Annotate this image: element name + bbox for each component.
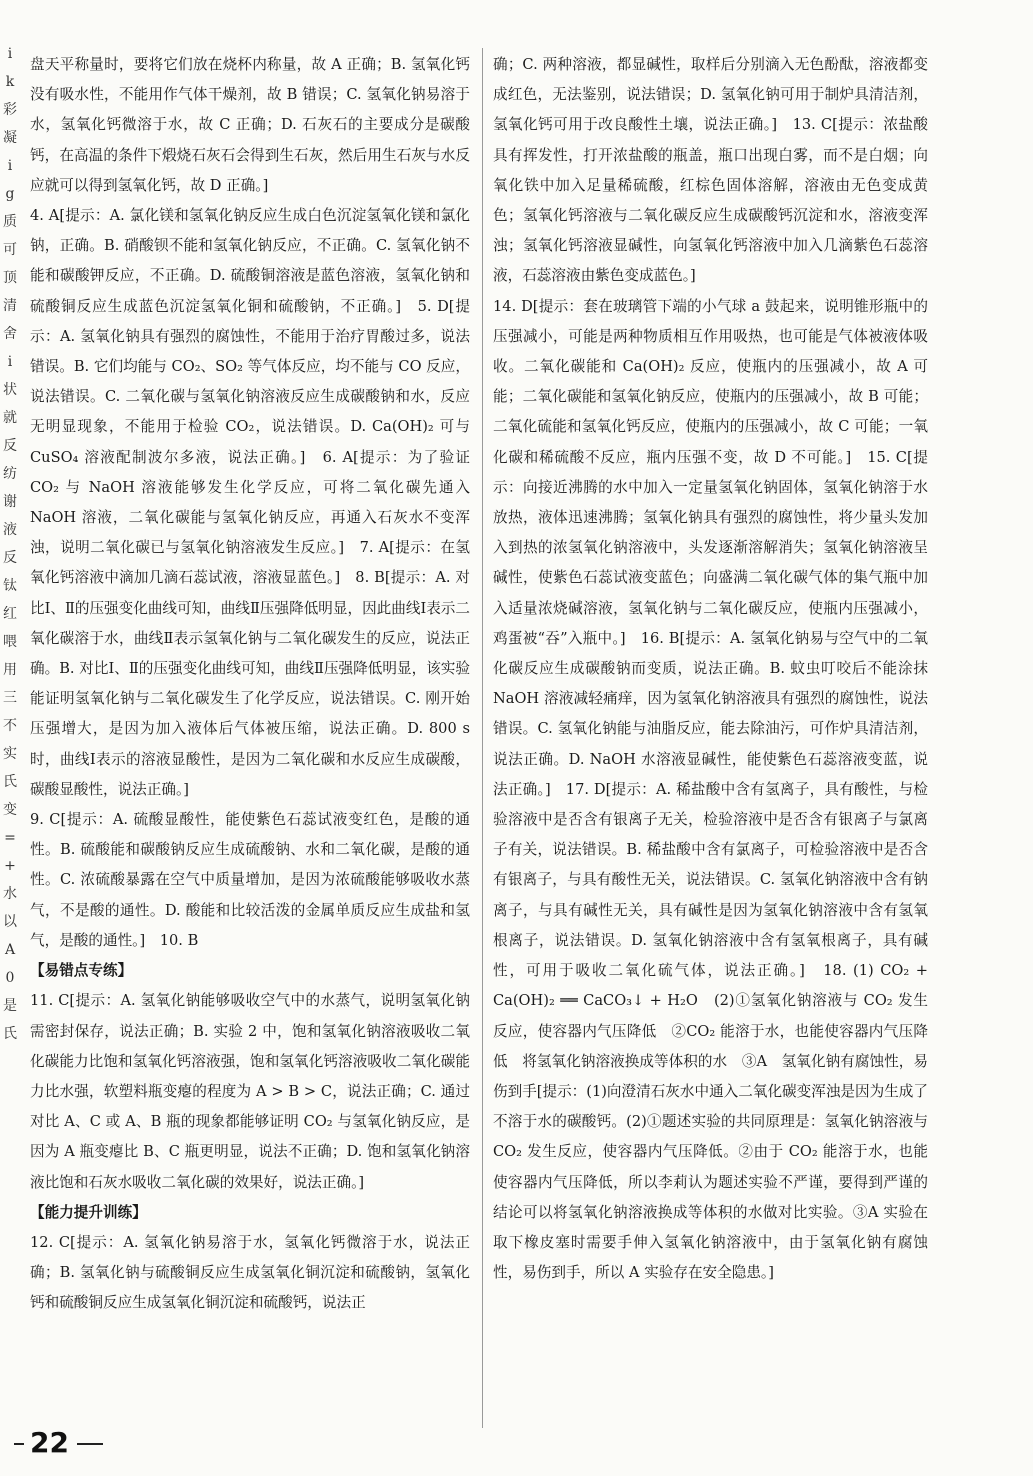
gutter-fragment: A — [4, 942, 16, 958]
gutter-fragment: 谢 — [3, 494, 17, 510]
section-heading: 【能力提升训练】 — [30, 1203, 147, 1221]
gutter-fragment: 反 — [3, 438, 17, 454]
gutter-fragment: k — [5, 74, 15, 90]
answer-paragraph: 11. C[提示：A. 氢氧化钠能够吸收空气中的水蒸气，说明氢氧化钠需密封保存，说法正确；B. 实验 2 中，饱和氢氧化钠溶液吸收二氧化碳能力比饱和氢氧化钙溶液强，饱和氢氧化钙溶液吸收二氧化碳能力比水强，软塑料瓶变瘪的程度为 A > B > C，说法正确；C. 通过对比 A、C 或 A、B 瓶的现象都能够证明 CO₂ 与氢氧化钠反应，是因为 A 瓶变瘪比 B、C 瓶更明显，说法不正确；D. 饱和氢氧化钠溶液比饱和石灰水吸收二氧化碳的效果好，说法正确。] — [30, 992, 470, 1191]
gutter-fragment: 状 — [3, 382, 17, 398]
answer-paragraph: 12. C[提示：A. 氢氧化钠易溶于水，氢氧化钙微溶于水，说法正确；B. 氢氧化钠与硫酸铜反应生成氢氧化铜沉淀和硫酸钠，氢氧化钙和硫酸铜反应生成氢氧化铜沉淀和硫酸钙，说法正 — [30, 1233, 470, 1312]
gutter-fragment: 就 — [3, 410, 17, 426]
gutter-fragment: 氏 — [3, 1026, 17, 1042]
gutter-fragment: 纺 — [3, 466, 17, 482]
gutter-fragment: 液 — [3, 522, 17, 538]
gutter-fragment: 变 — [3, 802, 17, 818]
gutter-fragment: 水 — [3, 886, 17, 902]
answer-paragraph: 4. A[提示：A. 氯化镁和氢氧化钠反应生成白色沉淀氢氧化镁和氯化钠，正确。B. 硝酸钡不能和氢氧化钠反应，不正确。C. 氢氧化钠不能和碳酸钾反应，不正确。D. 硫酸铜溶液是蓝色溶液，氢氧化钠和硫酸铜反应生成蓝色沉淀氢氧化铜和硫酸钠，不正确。] 5. D[提示：A. 氢氧化钠具有强烈的腐蚀性，不能用于治疗胃酸过多，说法错误。B. 它们均能与 CO₂、SO₂ 等气体反应，均不能与 CO 反应，说法错误。C. 二氧化碳与氢氧化钠溶液反应生成碳酸钠和水，反应无明显现象，不能用于检验 CO₂，说法错误。D. Ca(OH)₂ 可与 CuSO₄ 溶液配制波尔多液，说法正确。] 6. A[提示：为了验证 CO₂ 与 NaOH 溶液能够发生化学反应，可将二氧化碳先通入 NaOH 溶液，二氧化碳能与氢氧化钠反应，再通入石灰水不变浑浊，说明二氧化碳已与氢氧化钠溶液发生反应。] 7. A[提示：在氢氧化钙溶液中滴加几滴石蕊试液，溶液显蓝色。] 8. B[提示：A. 对比Ⅰ、Ⅱ的压强变化曲线可知，曲线Ⅱ压强降低明显，因此曲线Ⅰ表示二氧化碳溶于水，曲线Ⅱ表示氢氧化钠与二氧化碳发生的反应，说法正确。B. 对比Ⅰ、Ⅱ的压强变化曲线可知，曲线Ⅱ压强降低明显，该实验能证明氢氧化钠与二氧化碳发生了化学反应，说法错误。C. 刚开始压强增大，是因为加入液体后气体被压缩，说法正确。D. 800 s 时，曲线Ⅰ表示的溶液显酸性，是因为二氧化碳和水反应生成碳酸，碳酸显酸性，说法正确。] — [30, 207, 470, 798]
gutter-fragment: 实 — [3, 746, 17, 762]
gutter-fragment: 是 — [3, 998, 17, 1014]
gutter-fragment: 可 — [3, 242, 17, 258]
left-column — [30, 50, 470, 1319]
gutter-fragment: 反 — [3, 550, 17, 566]
gutter-fragment: 0 — [5, 970, 15, 986]
gutter-fragment: 不 — [3, 718, 17, 734]
right-column — [493, 50, 928, 1288]
gutter-fragment: 用 — [3, 662, 17, 678]
gutter-fragment: 红 — [3, 606, 17, 622]
gutter-fragment: 清 — [3, 298, 17, 314]
gutter-fragment: 以 — [3, 914, 17, 930]
answer-paragraph: 9. C[提示：A. 硫酸显酸性，能使紫色石蕊试液变红色，是酸的通性。B. 硫酸能和碳酸钠反应生成硫酸钠、水和二氧化碳，是酸的通性。C. 浓硫酸暴露在空气中质量增加，是因为浓硫酸能够吸收水蒸气，不是酸的通性。D. 酸能和比较活泼的金属单质反应生成盐和氢气，是酸的通性。] 10. B — [30, 811, 470, 949]
gutter-fragment: 彩 — [3, 102, 17, 118]
gutter-fragment: 顶 — [3, 270, 17, 286]
gutter-fragment: 三 — [3, 690, 17, 706]
left-gutter-fragments — [0, 40, 20, 1420]
gutter-fragment: = — [4, 830, 16, 846]
page-number: 22 — [14, 1426, 103, 1459]
column-divider — [482, 48, 483, 1428]
gutter-fragment: g — [5, 186, 15, 202]
gutter-fragment: 质 — [3, 214, 17, 230]
answer-paragraph: 14. D[提示：套在玻璃管下端的小气球 a 鼓起来，说明锥形瓶中的压强减小，可能是两种物质相互作用吸热，也可能是气体被液体吸收。二氧化碳能和 Ca(OH)₂ 反应，使瓶内的压强减小，故 A 可能；二氧化碳能和氢氧化钠反应，使瓶内的压强减小，故 B 可能；二氧化硫能和氢氧化钙反应，使瓶内的压强减小，故 C 可能；一氧化碳和稀硫酸不反应，瓶内压强不变，故 D 不可能。] 15. C[提示：向接近沸腾的水中加入一定量氢氧化钠固体，氢氧化钠溶于水放热，液体迅速沸腾；氢氧化钠具有强烈的腐蚀性，将少量头发加入到热的浓氢氧化钠溶液中，头发逐渐溶解消失；氢氧化钠溶液呈碱性，使紫色石蕊试液变蓝色；向盛满二氧化碳气体的集气瓶中加入适量浓烧碱溶液，氢氧化钠与二氧化碳反应，使瓶内压强减小，鸡蛋被“吞”入瓶中。] 16. B[提示：A. 氢氧化钠易与空气中的二氧化碳反应生成碳酸钠而变质，说法正确。B. 蚊虫叮咬后不能涂抹 NaOH 溶液减轻痛痒，因为氢氧化钠溶液具有强烈的腐蚀性，说法错误。C. 氢氧化钠能与油脂反应，能去除油污，可作炉具清洁剂，说法正确。D. NaOH 水溶液显碱性，能使紫色石蕊溶液变蓝，说法正确。] 17. D[提示：A. 稀盐酸中含有氢离子，具有酸性，与检验溶液中是否含有银离子无关，检验溶液中是否含有银离子与氯离子有关，说法错误。B. 稀盐酸中含有氯离子，可检验溶液中是否含有银离子，与具有酸性无关，说法错误。C. 氢氧化钠溶液中含有钠离子，与具有碱性无关，具有碱性是因为氢氧化钠溶液中含有氢氧根离子，说法错误。D. 氢氧化钠溶液中含有氢氧根离子，具有碱性，可用于吸收二氧化硫气体，说法正确。] 18. (1) CO₂ + Ca(OH)₂ ══ CaCO₃↓ + H₂O (2)①氢氧化钠溶液与 CO₂ 发生反应，使容器内气压降低 ②CO₂ 能溶于水，也能使容器内气压降低 将氢氧化钠溶液换成等体积的水 ③A 氢氧化钠有腐蚀性，易伤到手[提示：(1)向澄清石灰水中通入二氧化碳变浑浊是因为生成了不溶于水的碳酸钙。(2)①题述实验的共同原理是：氢氧化钠溶液与 CO₂ 发生反应，使容器内气压降低。②由于 CO₂ 能溶于水，也能使容器内气压降低，所以李莉认为题述实验不严谨，要得到严谨的结论可以将氢氧化钠溶液换成等体积的水做对比实验。③A 实验在取下橡皮塞时需要手伸入氢氧化钠溶液中，由于氢氧化钠有腐蚀性，易伤到手，所以 A 实验存在安全隐患。] — [493, 297, 928, 1282]
gutter-fragment: 凝 — [3, 130, 17, 146]
gutter-fragment: 钛 — [3, 578, 17, 594]
gutter-fragment: 喂 — [3, 634, 17, 650]
gutter-fragment: i — [7, 354, 13, 370]
answer-paragraph: 盘天平称量时，要将它们放在烧杯内称量，故 A 正确；B. 氢氧化钙没有吸水性，不能用作气体干燥剂，故 B 错误；C. 氢氧化钠易溶于水，氢氧化钙微溶于水，故 C 正确；D. 石灰石的主要成分是碳酸钙，在高温的条件下煅烧石灰石会得到生石灰，然后用生石灰与水反应就可以得到氢氧化钙，故 D 正确。] — [30, 56, 470, 194]
gutter-fragment: 氏 — [3, 774, 17, 790]
gutter-fragment: i — [7, 46, 13, 62]
section-heading: 【易错点专练】 — [30, 962, 133, 980]
gutter-fragment: 舍 — [3, 326, 17, 342]
gutter-fragment: + — [4, 858, 16, 874]
answer-paragraph: 确；C. 两种溶液，都显碱性，取样后分别滴入无色酚酞，溶液都变成红色，无法鉴别，说法错误；D. 氢氧化钠可用于制炉具清洁剂，氢氧化钙可用于改良酸性土壤，说法正确。] 13. C[提示：浓盐酸具有挥发性，打开浓盐酸的瓶盖，瓶口出现白雾，而不是白烟；向氧化铁中加入足量稀硫酸，红棕色固体溶解，溶液由无色变成黄色；氢氧化钙溶液与二氧化碳反应生成碳酸钙沉淀和水，溶液变浑浊；氢氧化钙溶液显碱性，向氢氧化钙溶液中加入几滴紫色石蕊溶液，石蕊溶液由紫色变成蓝色。] — [493, 56, 928, 285]
gutter-fragment: i — [7, 158, 13, 174]
